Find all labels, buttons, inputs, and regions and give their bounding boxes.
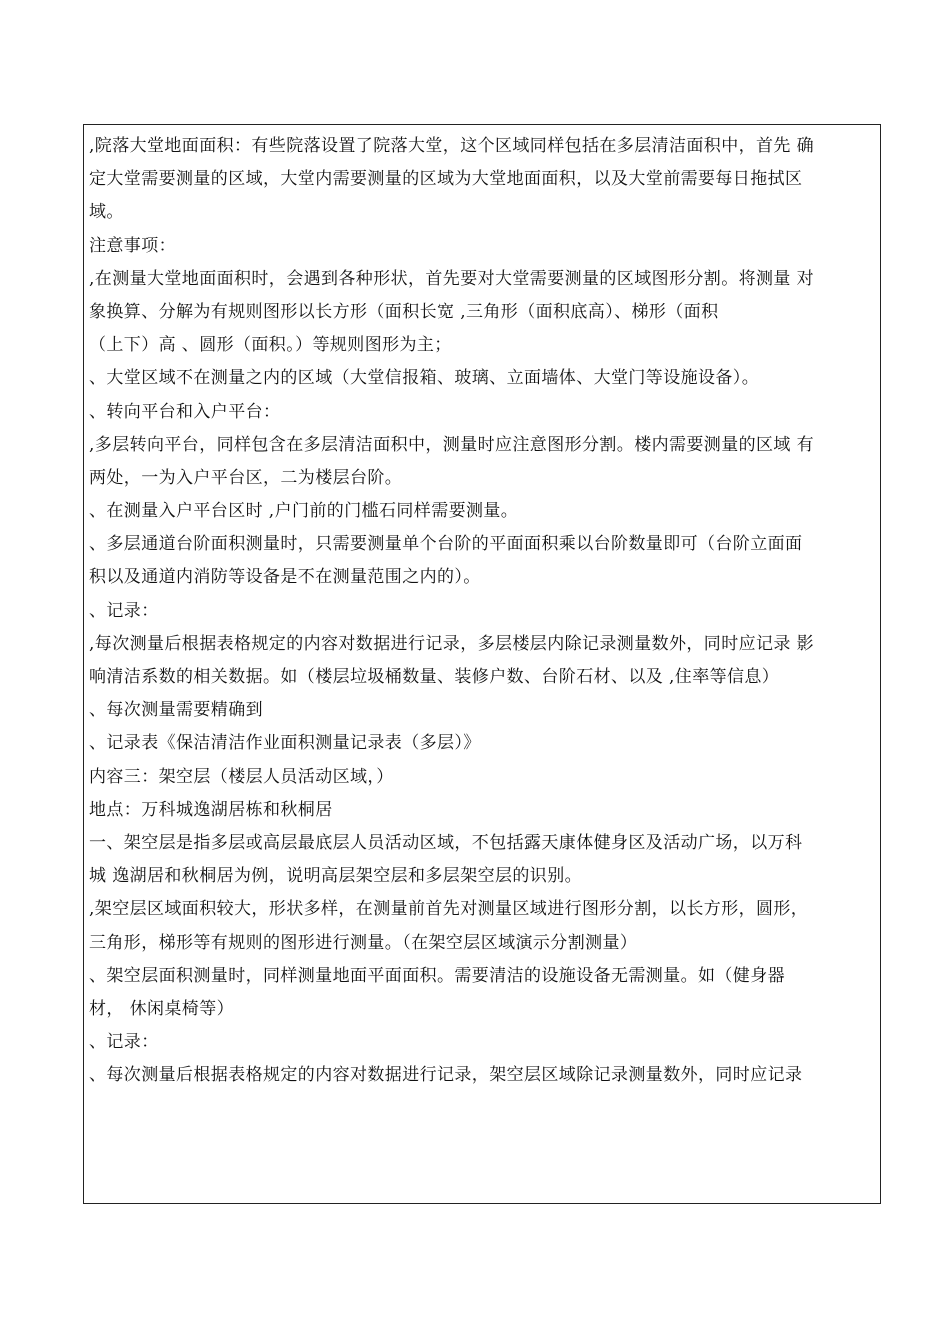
text-line: 两处，一为入户平台区，二为楼层台阶。 xyxy=(89,467,403,488)
text-line: ,架空层区域面积较大，形状多样，在测量前首先对测量区域进行图形分割，以长方形，圆形， xyxy=(89,899,809,920)
location-line: 地点：万科城逸湖居栋和秋桐居 xyxy=(89,799,333,820)
text-line: 象换算、分解为有规则图形以长方形（面积长宽 ,三角形（面积底高）、梯形（面积 xyxy=(89,301,719,322)
text-line: 一、架空层是指多层或高层最底层人员活动区域，不包括露天康体健身区及活动广场，以万科 xyxy=(89,832,803,853)
text-line: ,每次测量后根据表格规定的内容对数据进行记录，多层楼层内除记录测量数外，同时应记录 影 xyxy=(89,633,815,654)
section-heading: 注意事项： xyxy=(89,235,176,256)
text-line: 、大堂区域不在测量之内的区域（大堂信报箱、玻璃、立面墙体、大堂门等设施设备）。 xyxy=(89,368,760,389)
text-line: 、多层通道台阶面积测量时，只需要测量单个台阶的平面面积乘以台阶数量即可（台阶立面面 xyxy=(89,534,803,555)
text-line: 城 逸湖居和秋桐居为例，说明高层架空层和多层架空层的识别。 xyxy=(89,866,583,887)
section-heading: 、记录： xyxy=(89,600,159,621)
text-line: 三角形，梯形等有规则的图形进行测量。（在架空层区域演示分割测量） xyxy=(89,932,638,953)
text-line: 、架空层面积测量时，同样测量地面平面面积。需要清洁的设施设备无需测量。如（健身器 xyxy=(89,965,785,986)
section-heading: 、转向平台和入户平台： xyxy=(89,401,281,422)
document-body xyxy=(84,125,880,1092)
text-line: 、每次测量需要精确到 xyxy=(89,700,263,721)
text-line: 、每次测量后根据表格规定的内容对数据进行记录，架空层区域除记录测量数外，同时应记录 xyxy=(89,1065,803,1086)
text-line: 、在测量入户平台区时 ,户门前的门槛石同样需要测量。 xyxy=(89,501,519,522)
section-heading: 内容三：架空层（楼层人员活动区域，） xyxy=(89,766,394,787)
document-table-cell xyxy=(83,124,881,1204)
text-line: 积以及通道内消防等设备是不在测量范围之内的）。 xyxy=(89,567,481,588)
text-line: 材， 休闲桌椅等） xyxy=(89,998,235,1019)
text-line: 、记录表《保洁清洁作业面积测量记录表（多层）》 xyxy=(89,733,481,754)
text-line: 定大堂需要测量的区域，大堂内需要测量的区域为大堂地面面积，以及大堂前需要每日拖拭区 xyxy=(89,169,803,190)
text-line: ,多层转向平台，同样包含在多层清洁面积中，测量时应注意图形分割。楼内需要测量的区域 有 xyxy=(89,434,815,455)
text-line: 域。 xyxy=(89,202,124,223)
section-heading: 、记录： xyxy=(89,1032,159,1053)
text-line: ,院落大堂地面面积：有些院落设置了院落大堂，这个区域同样包括在多层清洁面积中，首先 确 xyxy=(89,136,815,156)
text-line: （上下）高 、圆形（面积。）等规则图形为主； xyxy=(89,335,452,356)
text-line: 响清洁系数的相关数据。如（楼层垃圾桶数量、装修户数、台阶石材、以及 ,住率等信息） xyxy=(89,667,780,687)
text-line: ,在测量大堂地面面积时，会遇到各种形状，首先要对大堂需要测量的区域图形分割。将测量 对 xyxy=(89,268,815,289)
